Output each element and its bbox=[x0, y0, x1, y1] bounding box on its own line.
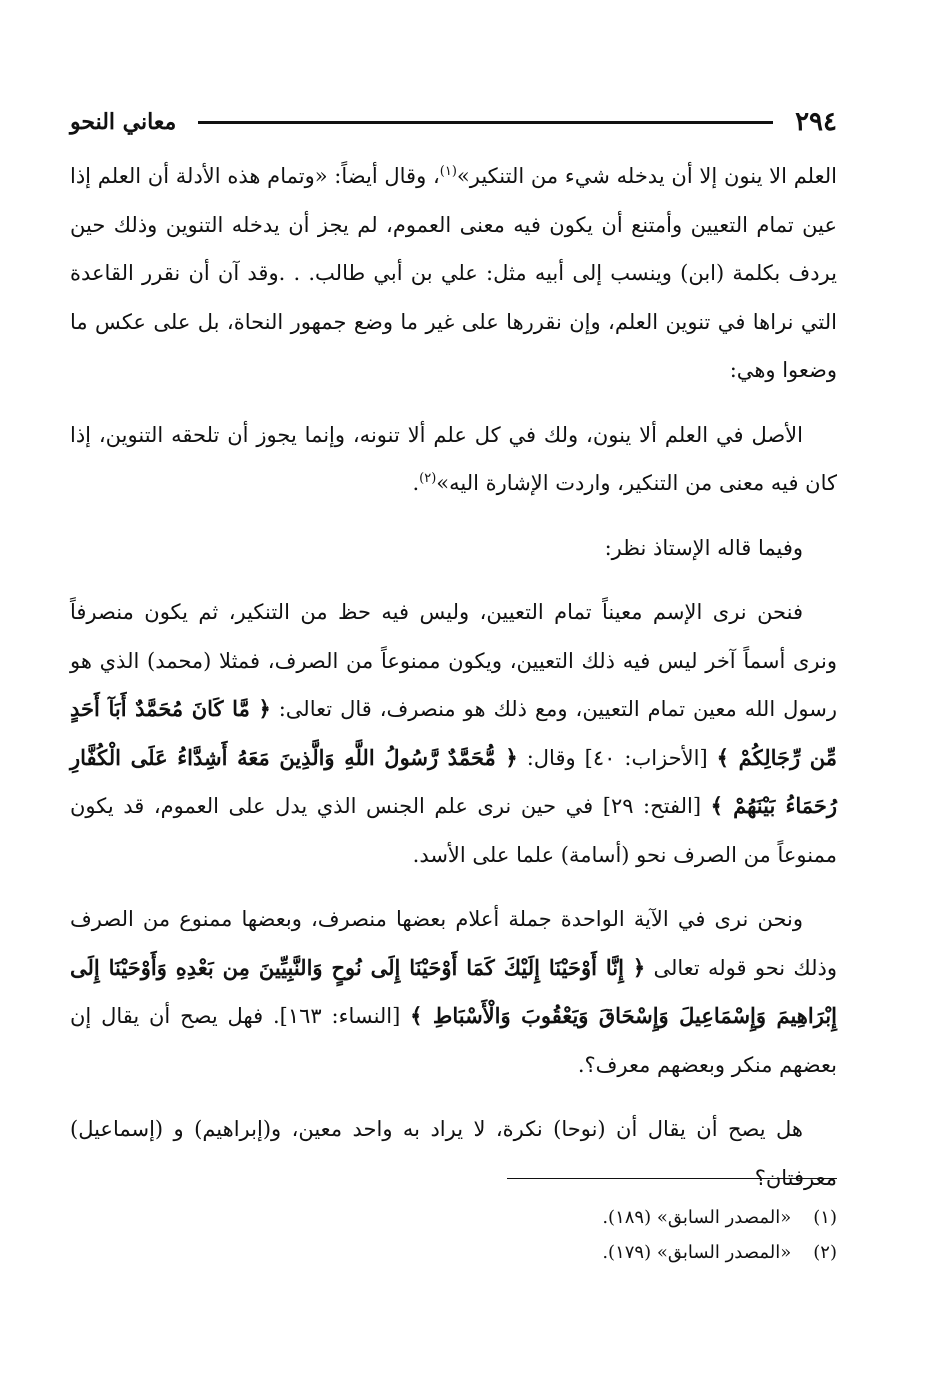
footnote-divider bbox=[507, 1178, 837, 1179]
header-rule bbox=[198, 121, 773, 124]
text-segment: [النساء: ١٦٣]. فهل يصح أن يقال إن بعضهم منكر وبعضهم معرف؟. bbox=[70, 1004, 837, 1077]
text-segment: [الفتح: ٢٩] في حين نرى علم الجنس الذي يدل على العموم، قد يكون ممنوعاً من الصرف نحو (أسامة) علما على الأسد. bbox=[70, 794, 837, 867]
text-segment: . bbox=[412, 471, 420, 495]
paragraph-3 bbox=[70, 524, 837, 573]
footnote-text: «المصدر السابق» (١٧٩). bbox=[602, 1242, 792, 1263]
text-segment: الأصل في العلم ألا ينون، ولك في كل علم ألا تنونه، وإنما يجوز أن تلحقه التنوين، إذا كان فيه معنى من التنكير، واردت الإشارة اليه» bbox=[70, 422, 837, 495]
footnote-text: «المصدر السابق» (١٨٩). bbox=[602, 1207, 792, 1228]
text-segment: العلم الا ينون إلا أن يدخله شيء من التنكير» bbox=[456, 164, 837, 188]
quran-verse: ﴿ مُّحَمَّدٌ رَّسُولُ اللَّهِ وَالَّذِينَ مَعَهُ أَشِدَّاءُ عَلَى الْكُفَّارِ رُحَمَاءُ بَيْنَهُمْ ﴾ bbox=[70, 744, 837, 818]
paragraph-4 bbox=[70, 588, 837, 879]
footnotes bbox=[70, 1200, 837, 1270]
footnote-item bbox=[70, 1200, 837, 1235]
text-segment: هل يصح أن يقال أن (نوحا) نكرة، لا يراد به واحد معين، و(إبراهيم) و (إسماعيل) معرفتان؟ bbox=[70, 1117, 837, 1190]
quran-verse: ﴿ مَّا كَانَ مُحَمَّدٌ أَبَآ أَحَدٍ مِّن رِّجَالِكُمْ ﴾ bbox=[70, 696, 837, 770]
text-segment: ونحن نرى في الآية الواحدة جملة أعلام بعضها منصرف، وبعضها ممنوع من الصرف وذلك نحو قوله تعالى bbox=[70, 907, 837, 980]
paragraph-1 bbox=[70, 152, 837, 395]
paragraph-2 bbox=[70, 411, 837, 508]
footnote-number: (١) bbox=[813, 1207, 837, 1228]
page-number: ٢٩٤ bbox=[795, 107, 837, 137]
paragraph-5 bbox=[70, 895, 837, 1089]
quran-verse: ﴿ إِنَّا أَوْحَيْنَا إِلَيْكَ كَمَا أَوْحَيْنَا إِلَى نُوحٍ وَالنَّبِيِّينَ مِن بَعْدِهِ وَأَوْحَيْنَا إِلَى إِبْرَاهِيمَ وَإِسْمَاعِيلَ وَإِسْحَاقَ وَيَعْقُوبَ وَالْأَسْبَاطِ ﴾ bbox=[70, 954, 837, 1028]
text-segment: وفيما قاله الإستاذ نظر: bbox=[604, 535, 803, 560]
footnote-item bbox=[70, 1235, 837, 1270]
text-segment: فنحن نرى الإسم معيناً تمام التعيين، وليس فيه حظ من التنكير، ثم يكون منصرفاً ونرى أسماً آخر ليس فيه ذلك التعيين، ويكون ممنوعاً من الصرف، فمثلا (محمد) الذي هو رسول الله معين تمام التعيين، ومع ذلك هو منصرف، قال تعالى: bbox=[70, 600, 837, 721]
footnote-ref-2: (٢) bbox=[419, 471, 437, 486]
text-segment: ، وقال أيضاً: «وتمام هذه الأدلة أن العلم إذا عين تمام التعيين وأمتنع أن يكون فيه معنى العموم، لم يجز أن يدخله التنوين وذلك حين يردف بكلمة (ابن) وينسب إلى أبيه مثل: علي بن أبي طالب. . .وقد آن أن نقرر القاعدة التي نراها في تنوين العلم، وإن نقررها على غير ما وضع جمهور النحاة، بل على عكس ما وضعوا وهي: bbox=[70, 164, 837, 382]
body-text bbox=[70, 152, 837, 1202]
footnote-ref-1: (١) bbox=[439, 164, 457, 179]
footnote-number: (٢) bbox=[813, 1242, 837, 1263]
text-segment: [الأحزاب: ٤٠] وقال: bbox=[517, 745, 717, 770]
paragraph-6 bbox=[70, 1105, 837, 1202]
book-title: معاني النحو bbox=[70, 109, 177, 135]
page-header bbox=[70, 102, 837, 142]
